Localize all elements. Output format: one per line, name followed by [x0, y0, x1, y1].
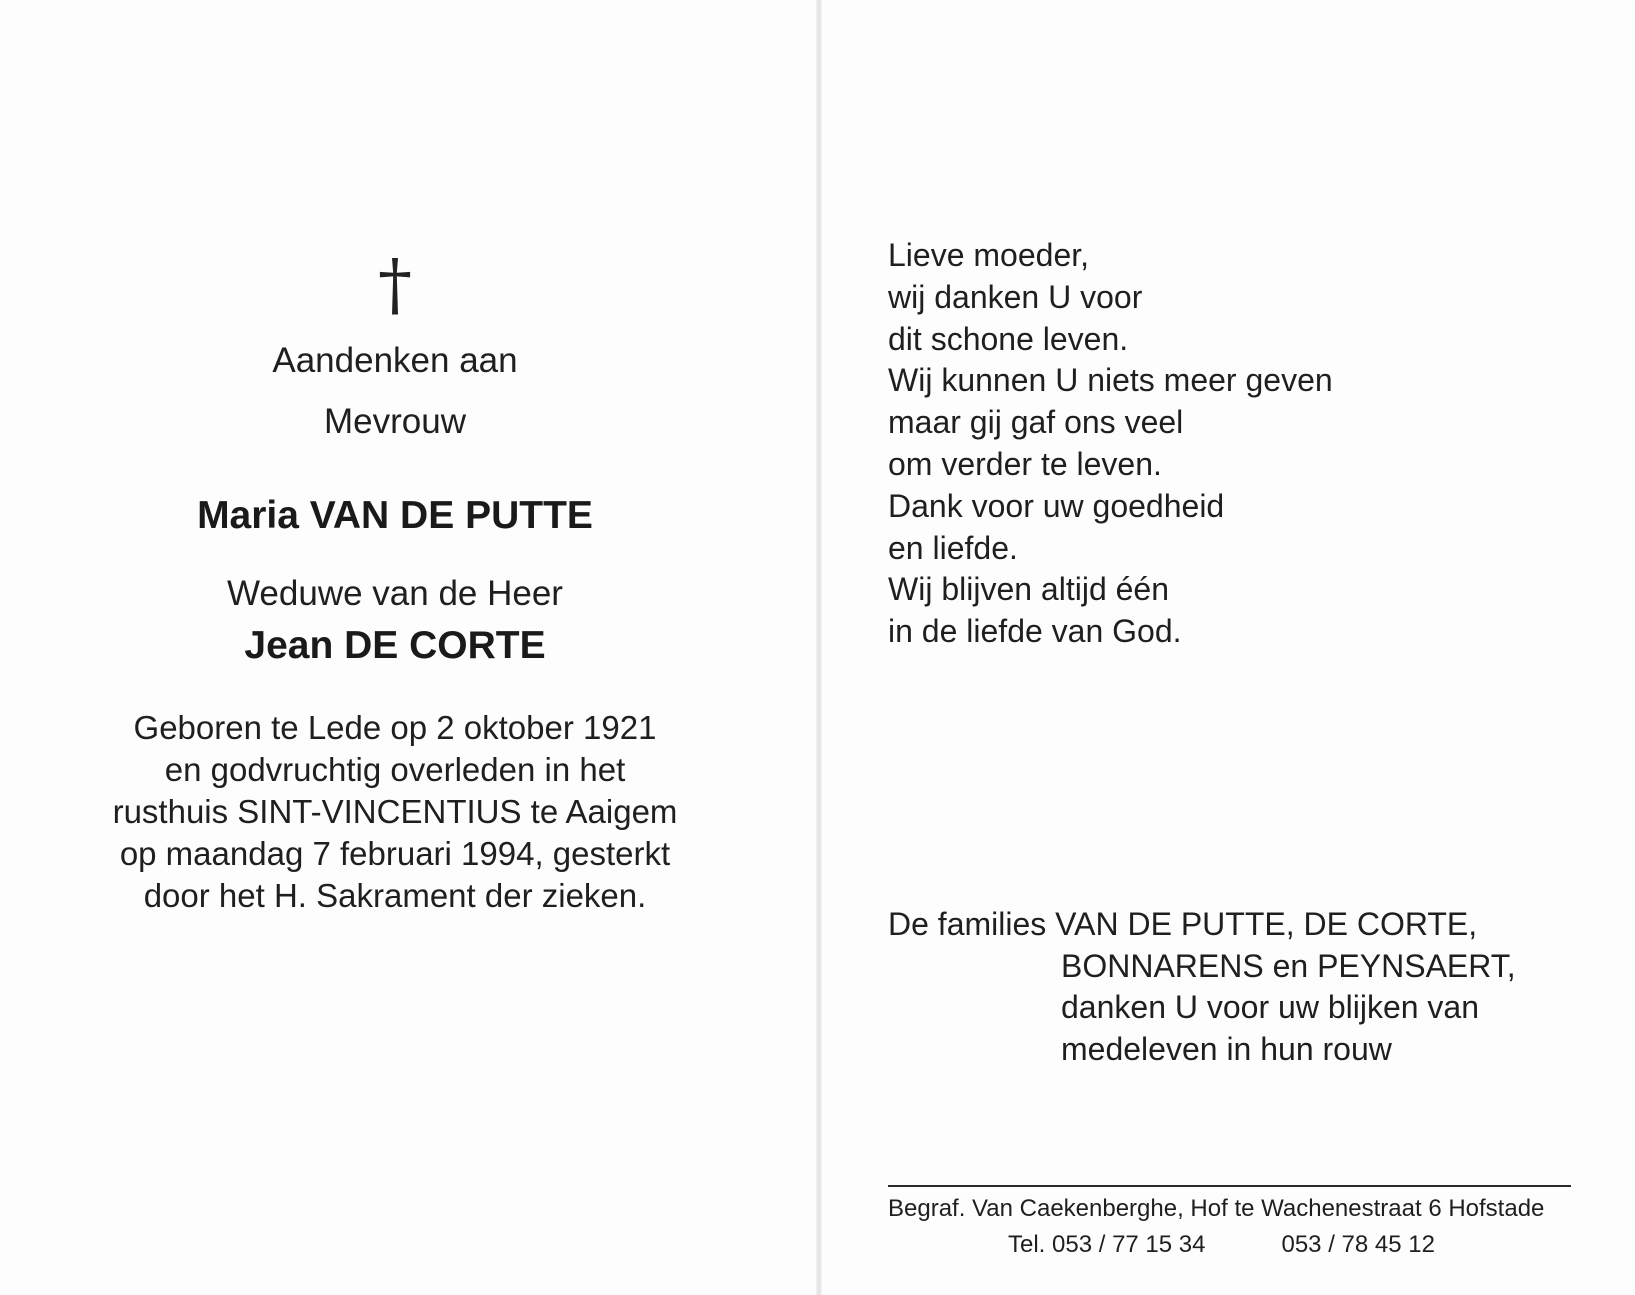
bio-line: op maandag 7 februari 1994, gesterkt — [119, 835, 671, 872]
card-fold — [816, 0, 822, 1295]
poem-line: Dank voor uw goedheid — [888, 487, 1225, 524]
thanks-line: medeleven in hun rouw — [1061, 1030, 1392, 1067]
poem-line: in de liefde van God. — [888, 613, 1182, 650]
undertaker-address: Begraf. Van Caekenberghe, Hof te Wachenestraat 6 Hofstade — [888, 1195, 1545, 1222]
heading: Aandenken aan — [272, 341, 518, 380]
phone-numbers — [1008, 1230, 1435, 1260]
relation-text: Weduwe van de Heer — [227, 574, 563, 613]
phone-1: Tel. 053 / 77 15 34 — [1008, 1231, 1206, 1258]
poem-line: Wij blijven altijd één — [888, 571, 1170, 608]
poem-line: en liefde. — [888, 529, 1018, 566]
bio-line: door het H. Sakrament der zieken. — [143, 877, 647, 914]
bio-line: rusthuis SINT-VINCENTIUS te Aaigem — [112, 793, 678, 830]
poem-line: Wij kunnen U niets meer geven — [888, 362, 1333, 399]
left-panel — [0, 0, 790, 1295]
deceased-name: Maria VAN DE PUTTE — [197, 494, 593, 537]
poem-line: wij danken U voor — [888, 278, 1143, 315]
spouse-name: Jean DE CORTE — [244, 624, 546, 667]
poem-line: maar gij gaf ons veel — [888, 404, 1184, 441]
divider — [888, 1185, 1571, 1187]
poem — [888, 235, 1333, 653]
thanks-line: De families VAN DE PUTTE, DE CORTE, — [888, 906, 1478, 942]
bio-line: Geboren te Lede op 2 oktober 1921 — [133, 709, 657, 746]
family-thanks — [888, 904, 1516, 1070]
phone-2: 053 / 78 45 12 — [1281, 1231, 1435, 1258]
honorific: Mevrouw — [324, 402, 466, 441]
thanks-line: BONNARENS en PEYNSAERT, — [1061, 947, 1516, 984]
poem-line: om verder te leven. — [888, 445, 1162, 482]
cross-icon: † — [378, 246, 412, 325]
poem-line: Lieve moeder, — [888, 237, 1090, 273]
right-panel — [888, 0, 1608, 1295]
thanks-line: danken U voor uw blijken van — [1061, 989, 1480, 1025]
bio-line: en godvruchtig overleden in het — [164, 751, 626, 788]
poem-line: dit schone leven. — [888, 320, 1129, 357]
